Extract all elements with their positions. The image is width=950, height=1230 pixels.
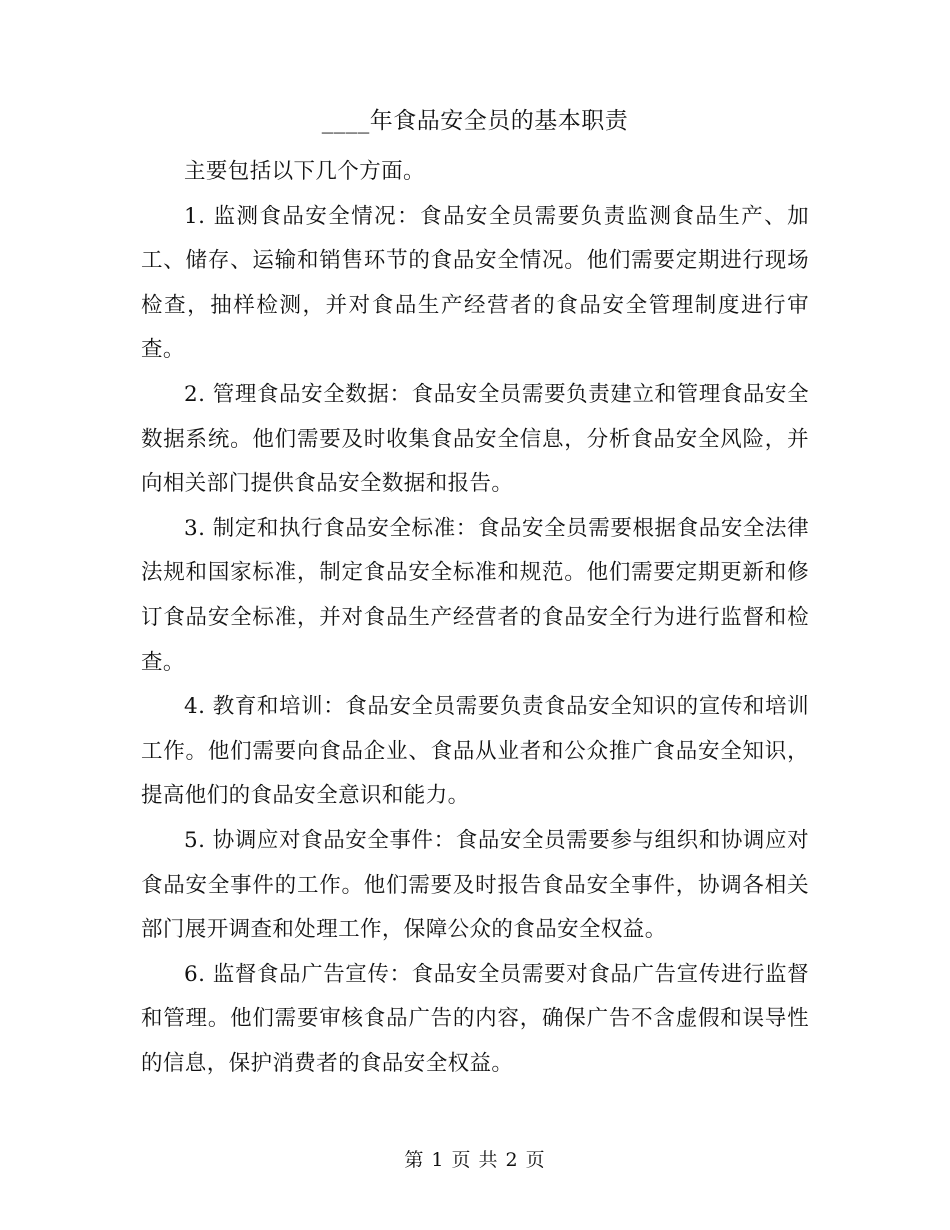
intro-paragraph: 主要包括以下几个方面。 [184,159,425,184]
duty-paragraph-4: 4. 教育和培训：食品安全员需要负责食品安全知识的宣传和培训工作。他们需要向食品企业、食品从业者和公众推广食品安全知识，提高他们的食品安全意识和能力。 [141,694,809,809]
duty-paragraph-2: 2. 管理食品安全数据：食品安全员需要负责建立和管理食品安全数据系统。他们需要及时收集食品安全信息，分析食品安全风险，并向相关部门提供食品安全数据和报告。 [141,381,809,497]
duty-paragraph-3: 3. 制定和执行食品安全标准：食品安全员需要根据食品安全法律法规和国家标准，制定食品安全标准和规范。他们需要定期更新和修订食品安全标准，并对食品生产经营者的食品安全行为进行监督和检查。 [141,515,809,675]
duty-paragraph-5: 5. 协调应对食品安全事件：食品安全员需要参与组织和协调应对食品安全事件的工作。他们需要及时报告食品安全事件，协调各相关部门展开调查和处理工作，保障公众的食品安全权益。 [141,827,809,943]
page-footer: 第 1 页 共 2 页 [404,1149,546,1171]
duty-paragraph-1: 1. 监测食品安全情况：食品安全员需要负责监测食品生产、加工、储存、运输和销售环节的食品安全情况。他们需要定期进行现场检查，抽样检测，并对食品生产经营者的食品安全管理制度进行审查。 [141,203,809,363]
duty-paragraph-6: 6. 监督食品广告宣传：食品安全员需要对食品广告宣传进行监督和管理。他们需要审核食品广告的内容，确保广告不含虚假和误导性的信息，保护消费者的食品安全权益。 [141,961,809,1076]
page-title: ____年食品安全员的基本职责 [321,108,629,134]
document-body [141,150,809,1086]
